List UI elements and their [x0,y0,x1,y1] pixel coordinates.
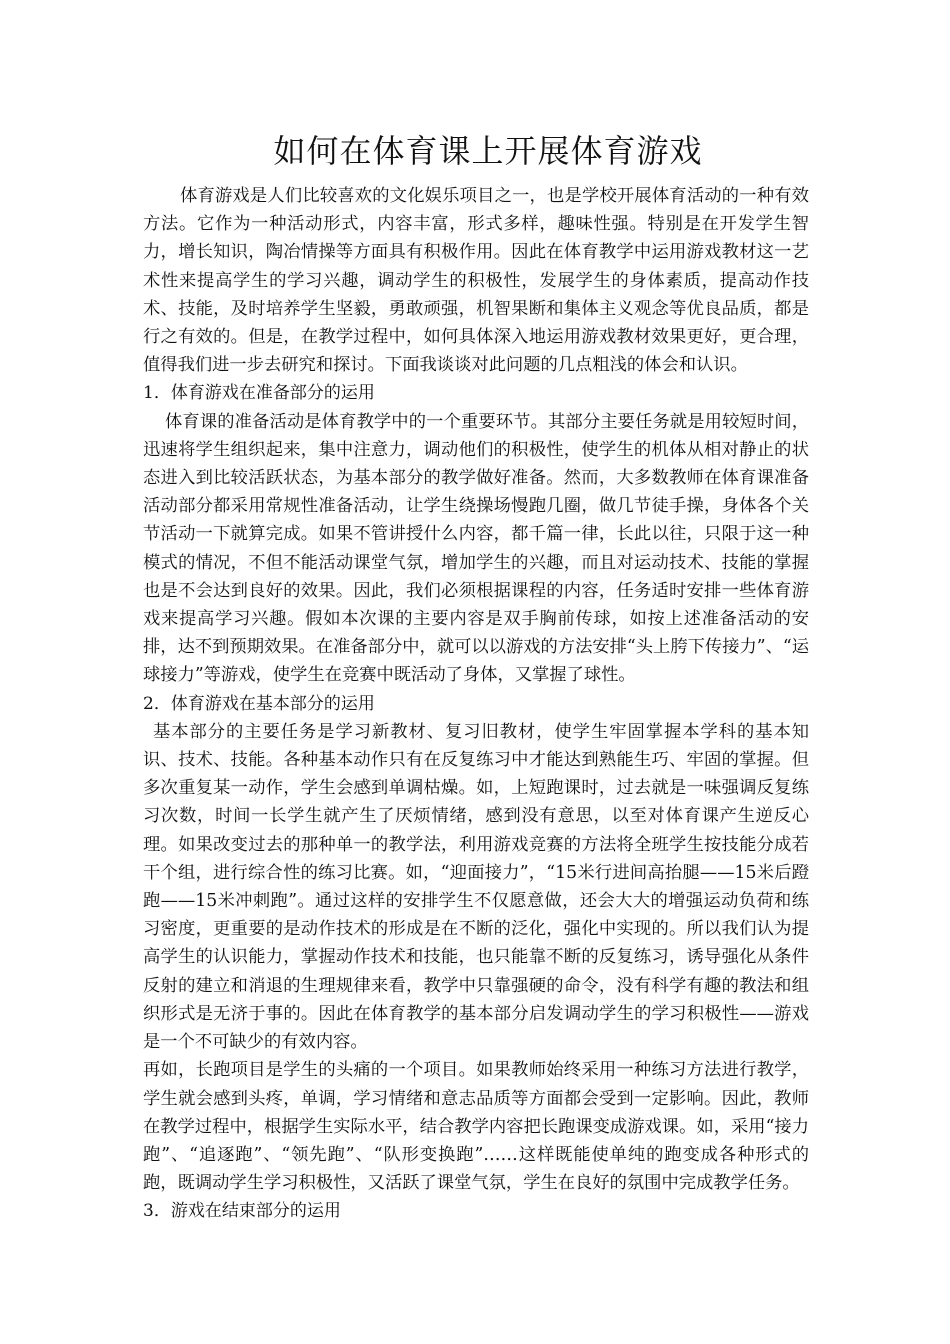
section-1-paragraph-1: 体育课的准备活动是体育教学中的一个重要环节。其部分主要任务就是用较短时间，迅速将学生组织起来，集中注意力，调动他们的积极性，使学生的机体从相对静止的状态进入到比较活跃状态，为基本部分的教学做好准备。然而，大多数教师在体育课准备活动部分都采用常规性准备活动，让学生绕操场慢跑几圈，做几节徒手操，身体各个关节活动一下就算完成。如果不管讲授什么内容，都千篇一律，长此以往，只限于这一种模式的情况，不但不能活动课堂气氛，增加学生的兴趣，而且对运动技术、技能的掌握也是不会达到良好的效果。因此，我们必须根据课程的内容，任务适时安排一些体育游戏来提高学习兴趣。假如本次课的主要内容是双手胸前传球，如按上述准备活动的安排，达不到预期效果。在准备部分中，就可以以游戏的方法安排“头上胯下传接力”、“运球接力”等游戏，使学生在竞赛中既活动了身体，又掌握了球性。 [143,411,809,686]
section-heading-3: 3．游戏在结束部分的运用 [143,1201,341,1222]
section-2-paragraph-2: 再如，长跑项目是学生的头痛的一个项目。如果教师始终采用一种练习方法进行教学，学生就会感到头疼，单调，学习情绪和意志品质等方面都会受到一定影响。因此，教师在教学过程中，根据学生实际水平，结合教学内容把长跑课变成游戏课。如，采用“接力跑”、“追逐跑”、“领先跑”、“队形变换跑”……这样既能使单纯的跑变成各种形式的跑，既调动学生学习积极性，又活跃了课堂气氛，学生在良好的氛围中完成教学任务。 [143,1060,809,1194]
section-2-paragraph-1: 基本部分的主要任务是学习新教材、复习旧教材，使学生牢固掌握本学科的基本知识、技术、技能。各种基本动作只有在反复练习中才能达到熟能生巧、牢固的掌握。但多次重复某一动作，学生会感到单调枯燥。如，上短跑课时，过去就是一味强调反复练习次数，时间一长学生就产生了厌烦情绪，感到没有意思，以至对体育课产生逆反心理。如果改变过去的那种单一的教学法，利用游戏竞赛的方法将全班学生按技能分成若干个组，进行综合性的练习比赛。如，“迎面接力”，“15米行进间高抬腿——15米后蹬跑——15米冲刺跑”。通过这样的安排学生不仅愿意做，还会大大的增强运动负荷和练习密度，更重要的是动作技术的形成是在不断的泛化，强化中实现的。所以我们认为提高学生的认识能力，掌握动作技术和技能，也只能靠不断的反复练习，诱导强化从条件反射的建立和消退的生理规律来看，教学中只靠强硬的命令，没有科学有趣的教法和组织形式是无济于事的。因此在体育教学的基本部分启发调动学生的学习积极性——游戏是一个不可缺少的有效内容。 [143,721,809,1053]
section-heading-1: 1．体育游戏在准备部分的运用 [143,383,375,404]
section-heading-2: 2．体育游戏在基本部分的运用 [143,693,375,714]
document-title: 如何在体育课上开展体育游戏 [273,132,703,170]
document-page [143,128,809,1226]
intro-paragraph: 体育游戏是人们比较喜欢的文化娱乐项目之一，也是学校开展体育活动的一种有效方法。它作为一种活动形式，内容丰富，形式多样，趣味性强。特别是在开发学生智力，增长知识，陶冶情操等方面具有积极作用。因此在体育教学中运用游戏教材这一艺术性来提高学生的学习兴趣，调动学生的积极性，发展学生的身体素质，提高动作技术、技能，及时培养学生坚毅，勇敢顽强，机智果断和集体主义观念等优良品质，都是行之有效的。但是，在教学过程中，如何具体深入地运用游戏教材效果更好，更合理，值得我们进一步去研究和探讨。下面我谈谈对此问题的几点粗浅的体会和认识。 [143,186,809,376]
